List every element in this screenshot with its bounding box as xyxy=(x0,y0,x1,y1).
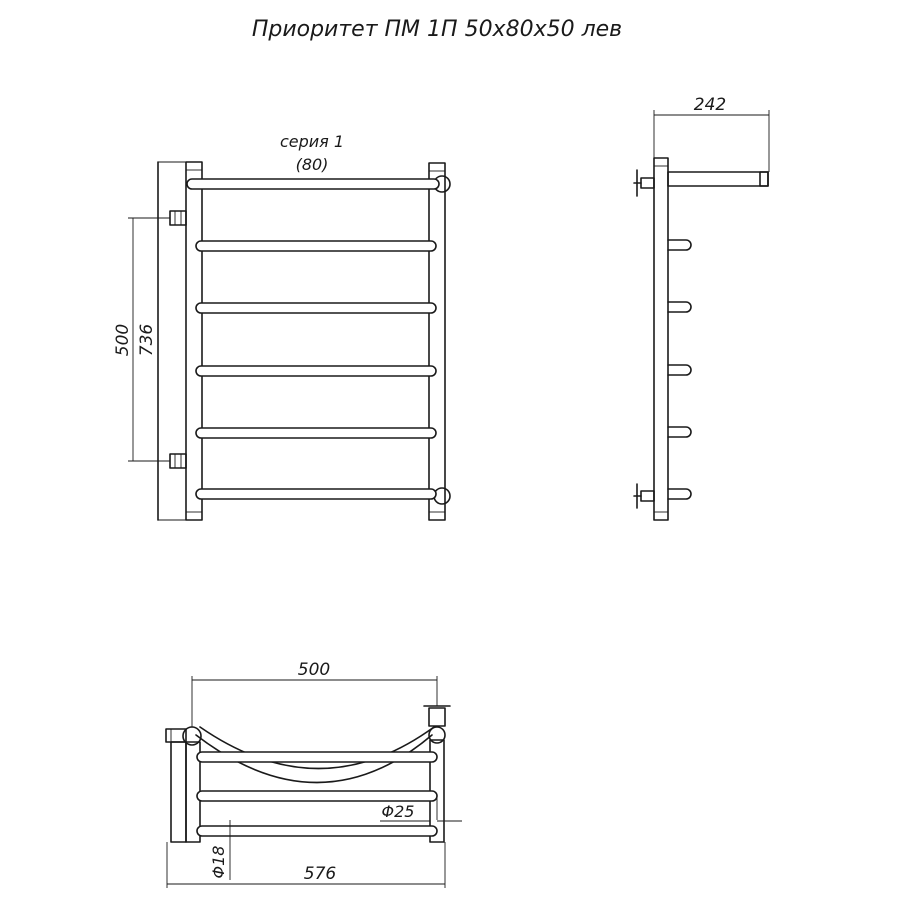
series-label: серия 1 xyxy=(279,132,345,151)
rungs xyxy=(187,179,439,499)
dim-736-label: 736 xyxy=(137,323,157,357)
rung xyxy=(196,303,436,313)
rung xyxy=(196,366,436,376)
side-view xyxy=(634,95,769,520)
drawing-title: Приоритет ПМ 1П 50х80х50 лев xyxy=(251,17,623,42)
top-rungs xyxy=(197,752,437,836)
dim-242-label: 242 xyxy=(693,95,727,115)
side-shelf xyxy=(668,172,768,186)
rung xyxy=(196,428,436,438)
dia-18-label: Φ18 xyxy=(209,845,228,879)
rung xyxy=(196,489,436,499)
side-riser xyxy=(654,158,668,520)
right-riser xyxy=(429,163,450,520)
rung xyxy=(197,826,437,836)
connection-fitting-bottom xyxy=(170,454,186,468)
dim-500-horizontal xyxy=(192,676,437,727)
connection-fitting-top xyxy=(170,211,186,225)
rung xyxy=(196,241,436,251)
left-riser xyxy=(158,162,202,520)
rung xyxy=(187,179,439,189)
dim-500-top-label: 500 xyxy=(297,660,331,680)
side-rung-stubs xyxy=(668,240,691,499)
rung xyxy=(197,752,437,762)
dia-25-label: Φ25 xyxy=(381,802,415,821)
series-sub-label: (80) xyxy=(295,155,329,174)
dim-242-horizontal xyxy=(654,110,769,172)
top-view xyxy=(166,660,462,888)
dim-500-label: 500 xyxy=(113,323,133,357)
side-mount-top xyxy=(634,170,654,196)
dim-576-label: 576 xyxy=(303,864,337,884)
rung xyxy=(197,791,437,801)
side-mount-bottom xyxy=(634,484,654,508)
front-view xyxy=(113,132,450,520)
